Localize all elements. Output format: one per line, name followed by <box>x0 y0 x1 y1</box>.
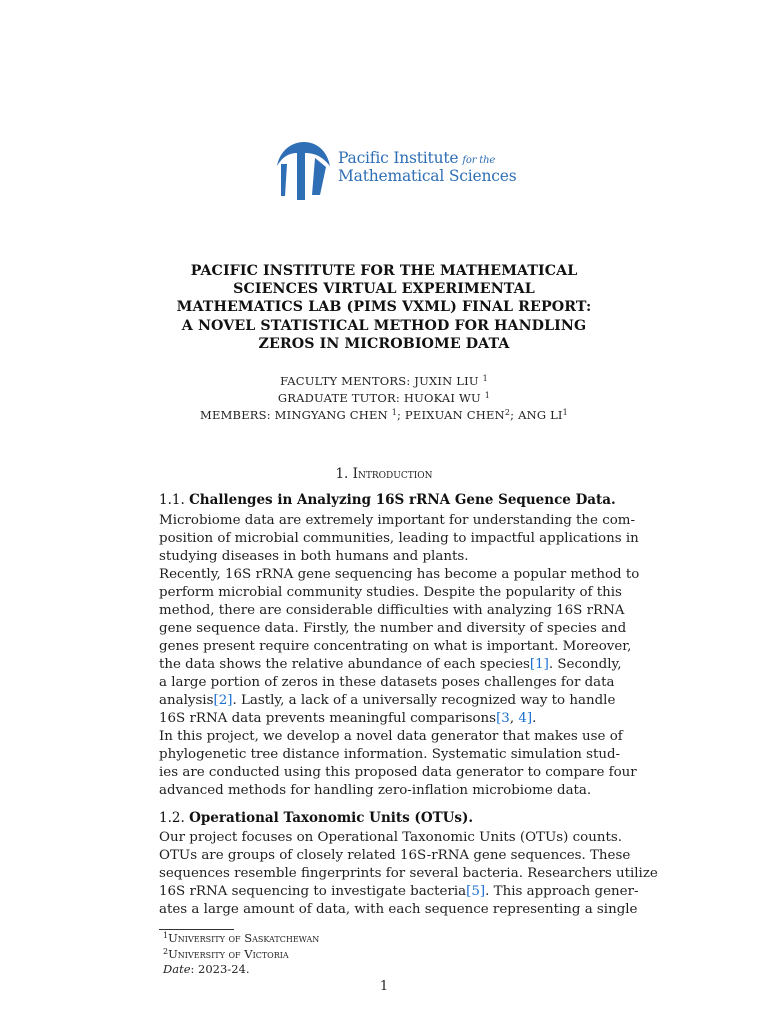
citation-link-1[interactable]: [1] <box>529 657 549 672</box>
subsection-heading-otus: 1.2. Operational Taxonomic Units (OTUs). <box>159 810 474 826</box>
author-block <box>160 373 608 424</box>
footnote-rule <box>159 929 234 930</box>
citation-link-3[interactable]: [3 <box>496 711 510 726</box>
citation-link-5[interactable]: [5] <box>466 884 486 899</box>
faculty-mentors: FACULTY MENTORS: JUXIN LIU $^1$ <box>280 374 488 388</box>
title-line: SCIENCES VIRTUAL EXPERIMENTAL <box>233 281 535 298</box>
graduate-tutor: GRADUATE TUTOR: HUOKAI WU $^1$ <box>277 391 491 405</box>
footnote-1: $^1$University of Saskatchewan <box>163 931 320 945</box>
title-line: ZEROS IN MICROBIOME DATA <box>258 335 510 352</box>
footnote-2: $^2$University of Victoria <box>163 946 289 961</box>
logo-text-line2: Mathematical Sciences <box>338 167 517 185</box>
paragraph-project-overview: In this project, we develop a novel data generator that makes use of phylogenetic tree distance information. Systematic simulation stud- ies are conducted using this proposed data generator to compare four advanced methods for handling zero-inflation microbiome data. <box>159 729 637 798</box>
citation-link-4[interactable]: 4] <box>518 711 533 726</box>
paragraph-sequencing-difficulties: Recently, 16S rRNA gene sequencing has become a popular method to perform microbial community studies. Despite the popularity of this method, there are considerable difficulties with analyzing 16S rRNA gene sequence data. Firstly, the number and diversity of species and genes present require concentrating on what is important. Moreover, the data shows the relative abundance of each species[1]. Secondly, a large portion of zeros in these datasets poses challenges for data analysis[2]. Lastly, a lack of a universally recognized way to handle 16S rRNA data prevents meaningful comparisons[3, 4]. <box>159 567 640 726</box>
section-heading-introduction: 1. Introduction <box>335 466 433 482</box>
footnotes <box>163 931 319 978</box>
paper-title <box>160 262 608 353</box>
members: MEMBERS: MINGYANG CHEN $^1$; PEIXUAN CHEN$^2$; ANG $LI^1$ <box>200 408 568 422</box>
pims-emblem-icon <box>274 140 332 202</box>
title-line: MATHEMATICS LAB (PIMS VXML) FINAL REPORT: <box>176 299 592 316</box>
logo-text-for-the: for the <box>462 155 496 166</box>
paragraph-otus: Our project focuses on Operational Taxonomic Units (OTUs) counts. OTUs are groups of closely related 16S-rRNA gene sequences. These sequences resemble fingerprints for several bacteria. Researchers utilize 16S rRNA sequencing to investigate bacteria[5]. This approach gener- ates a large amount of data, with each sequence representing a single <box>159 830 658 917</box>
title-line: PACIFIC INSTITUTE FOR THE MATHEMATICAL <box>190 263 578 279</box>
subsection-heading-challenges: 1.1. Challenges in Analyzing 16S rRNA Gene Sequence Data. <box>159 492 616 508</box>
date-line: Date: 2023-24. <box>163 962 250 976</box>
page-number: 1 <box>379 979 389 994</box>
citation-link-2[interactable]: [2] <box>213 693 233 708</box>
pims-logo <box>274 140 517 202</box>
title-line: A NOVEL STATISTICAL METHOD FOR HANDLING <box>181 317 587 334</box>
logo-text-line1: Pacific Institute for the <box>338 149 496 167</box>
paragraph-microbiome-importance: Microbiome data are extremely important for understanding the com- position of microbial communities, leading to impactful applications in studying diseases in both humans and plants. <box>159 513 639 564</box>
